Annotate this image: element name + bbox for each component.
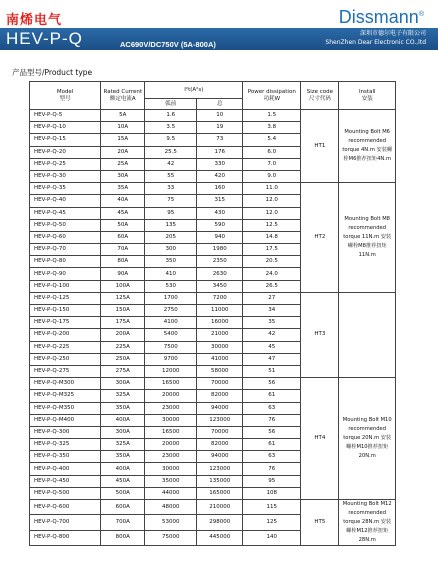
cell-model: HEV-P-Q-350 (30, 451, 101, 463)
cell-size-code: HT3 (301, 292, 339, 377)
cell-i2t-arc: 53000 (145, 515, 197, 530)
cell-i2t-total: 176 (197, 146, 243, 158)
voltage-current-spec: AC690V/DC750V (5A-800A) (120, 40, 216, 49)
cell-model: HEV-P-Q-70 (30, 244, 101, 256)
cell-power: 5.4 (243, 134, 301, 146)
cell-size-code: HT4 (301, 378, 339, 500)
brand-logo-text: Dissmann® (338, 7, 424, 27)
cell-i2t-total: 2630 (197, 268, 243, 280)
cell-power: 76 (243, 463, 301, 475)
cell-model: HEV-P-Q-80 (30, 256, 101, 268)
cell-model: HEV-P-Q-M400 (30, 414, 101, 426)
cell-i2t-total: 30000 (197, 341, 243, 353)
cell-power: 12.5 (243, 219, 301, 231)
cell-model: HEV-P-Q-450 (30, 475, 101, 487)
company-name-en: ShenZhen Dear Electronic CO.,ltd (325, 39, 426, 46)
col-header-install: Install 安装 (339, 82, 396, 110)
cell-model: HEV-P-Q-250 (30, 353, 101, 365)
cell-i2t-total: 445000 (197, 530, 243, 545)
cell-power: 61 (243, 390, 301, 402)
cell-model: HEV-P-Q-M300 (30, 378, 101, 390)
cell-current: 800A (101, 530, 145, 545)
cell-current: 400A (101, 414, 145, 426)
cell-i2t-arc: 75 (145, 195, 197, 207)
cell-model: HEV-P-Q-600 (30, 500, 101, 515)
cell-i2t-total: 16000 (197, 317, 243, 329)
cell-install: Mounting Bolt M8 recommended torque 11N.m 安装螺栓M8推荐扭矩11N.m (339, 183, 396, 293)
cell-i2t-arc: 35000 (145, 475, 197, 487)
cell-i2t-arc: 20000 (145, 390, 197, 402)
cell-current: 35A (101, 183, 145, 195)
cell-power: 24.0 (243, 268, 301, 280)
cell-power: 125 (243, 515, 301, 530)
cell-model: HEV-P-Q-300 (30, 426, 101, 438)
cell-current: 200A (101, 329, 145, 341)
cell-i2t-arc: 75000 (145, 530, 197, 545)
cell-model: HEV-P-Q-M325 (30, 390, 101, 402)
cell-i2t-total: 94000 (197, 402, 243, 414)
cell-power: 9.0 (243, 170, 301, 182)
cell-power: 27 (243, 292, 301, 304)
cell-i2t-arc: 30000 (145, 463, 197, 475)
cell-i2t-arc: 350 (145, 256, 197, 268)
table-row (30, 183, 396, 195)
col-header-i2t-total: 总 (197, 99, 243, 110)
cell-power: 63 (243, 402, 301, 414)
cell-model: HEV-P-Q-500 (30, 487, 101, 499)
cell-i2t-total: 420 (197, 170, 243, 182)
cell-i2t-arc: 23000 (145, 402, 197, 414)
col-header-power: Power dissipation 功耗W (243, 82, 301, 110)
registered-mark: ® (418, 11, 424, 18)
cell-current: 325A (101, 390, 145, 402)
cell-current: 10A (101, 122, 145, 134)
cell-current: 350A (101, 402, 145, 414)
header-band (0, 28, 438, 50)
cell-i2t-arc: 42 (145, 158, 197, 170)
cell-i2t-total: 11000 (197, 305, 243, 317)
cell-power: 11.0 (243, 183, 301, 195)
cell-size-code: HT1 (301, 110, 339, 183)
cell-current: 250A (101, 353, 145, 365)
cell-size-code: HT5 (301, 500, 339, 546)
cell-i2t-total: 1980 (197, 244, 243, 256)
cell-i2t-total: 165000 (197, 487, 243, 499)
cell-i2t-total: 82000 (197, 439, 243, 451)
cell-i2t-arc: 20000 (145, 439, 197, 451)
cell-i2t-arc: 25.5 (145, 146, 197, 158)
cell-model: HEV-P-Q-45 (30, 207, 101, 219)
cell-model: HEV-P-Q-60 (30, 231, 101, 243)
cell-model: HEV-P-Q-30 (30, 170, 101, 182)
cell-current: 300A (101, 426, 145, 438)
cell-current: 500A (101, 487, 145, 499)
cell-power: 3.8 (243, 122, 301, 134)
cell-power: 6.0 (243, 146, 301, 158)
cell-power: 140 (243, 530, 301, 545)
cell-current: 25A (101, 158, 145, 170)
cell-i2t-total: 123000 (197, 463, 243, 475)
cell-power: 26.5 (243, 280, 301, 292)
cell-current: 15A (101, 134, 145, 146)
cell-install: Mounting Bolt M10 recommended torque 20N.m 安装螺栓M10推荐扭矩20N.m (339, 378, 396, 500)
cell-current: 175A (101, 317, 145, 329)
cell-i2t-arc: 16500 (145, 426, 197, 438)
cell-power: 76 (243, 414, 301, 426)
cell-i2t-arc: 9.5 (145, 134, 197, 146)
cell-current: 400A (101, 463, 145, 475)
cell-model: HEV-P-Q-15 (30, 134, 101, 146)
cell-i2t-arc: 12000 (145, 365, 197, 377)
cell-size-code: HT2 (301, 183, 339, 293)
cell-i2t-total: 210000 (197, 500, 243, 515)
brand-name-cn: 南烯电气 (6, 13, 63, 28)
cell-power: 7.0 (243, 158, 301, 170)
cell-power: 56 (243, 426, 301, 438)
cell-i2t-total: 123000 (197, 414, 243, 426)
cell-current: 5A (101, 110, 145, 122)
cell-current: 70A (101, 244, 145, 256)
cell-model: HEV-P-Q-700 (30, 515, 101, 530)
cell-power: 115 (243, 500, 301, 515)
cell-model: HEV-P-Q-400 (30, 463, 101, 475)
cell-power: 14.8 (243, 231, 301, 243)
cell-i2t-arc: 2750 (145, 305, 197, 317)
cell-current: 325A (101, 439, 145, 451)
table-row (30, 378, 396, 390)
cell-current: 90A (101, 268, 145, 280)
cell-current: 80A (101, 256, 145, 268)
company-name (325, 29, 426, 47)
cell-i2t-arc: 9700 (145, 353, 197, 365)
cell-i2t-total: 135000 (197, 475, 243, 487)
table-row (30, 110, 396, 122)
cell-power: 47 (243, 353, 301, 365)
cell-i2t-arc: 3.5 (145, 122, 197, 134)
section-title: 产品型号/Product type (12, 68, 93, 77)
cell-power: 95 (243, 475, 301, 487)
cell-i2t-total: 10 (197, 110, 243, 122)
cell-install (339, 292, 396, 377)
cell-i2t-total: 70000 (197, 426, 243, 438)
cell-current: 700A (101, 515, 145, 530)
cell-i2t-total: 19 (197, 122, 243, 134)
cell-i2t-total: 58000 (197, 365, 243, 377)
cell-model: HEV-P-Q-5 (30, 110, 101, 122)
cell-install: Mounting Bolt M12 recommended torque 28N.m 安装螺栓M12推荐扭矩28N.m (339, 500, 396, 546)
cell-current: 350A (101, 451, 145, 463)
cell-i2t-arc: 7500 (145, 341, 197, 353)
table-row (30, 500, 396, 515)
cell-model: HEV-P-Q-90 (30, 268, 101, 280)
col-header-current: Rated Current 额定电流A (101, 82, 145, 110)
cell-model: HEV-P-Q-175 (30, 317, 101, 329)
cell-i2t-total: 41000 (197, 353, 243, 365)
cell-power: 35 (243, 317, 301, 329)
cell-i2t-total: 94000 (197, 451, 243, 463)
series-title: HEV-P-Q (6, 29, 83, 48)
company-name-cn: 深圳市德尔电子有限公司 (359, 30, 426, 37)
cell-current: 150A (101, 305, 145, 317)
cell-install: Mounting Bolt M6 recommended torque 4N.m 安装螺栓M6推荐扭矩4N.m (339, 110, 396, 183)
cell-current: 20A (101, 146, 145, 158)
cell-power: 56 (243, 378, 301, 390)
cell-i2t-total: 160 (197, 183, 243, 195)
cell-model: HEV-P-Q-100 (30, 280, 101, 292)
cell-model: HEV-P-Q-20 (30, 146, 101, 158)
cell-model: HEV-P-Q-125 (30, 292, 101, 304)
cell-model: HEV-P-Q-10 (30, 122, 101, 134)
cell-current: 450A (101, 475, 145, 487)
product-table (29, 81, 396, 546)
col-header-i2t-arc: 弧前 (145, 99, 197, 110)
cell-i2t-arc: 1700 (145, 292, 197, 304)
cell-i2t-arc: 48000 (145, 500, 197, 515)
cell-current: 30A (101, 170, 145, 182)
cell-power: 12.0 (243, 195, 301, 207)
cell-current: 45A (101, 207, 145, 219)
cell-i2t-arc: 44000 (145, 487, 197, 499)
cell-i2t-arc: 23000 (145, 451, 197, 463)
cell-i2t-arc: 5400 (145, 329, 197, 341)
cell-i2t-arc: 55 (145, 170, 197, 182)
col-header-i2t: I²t(A²s) (145, 82, 243, 99)
col-header-size: Size code 尺寸代码 (301, 82, 339, 110)
cell-current: 300A (101, 378, 145, 390)
cell-power: 17.5 (243, 244, 301, 256)
cell-model: HEV-P-Q-325 (30, 439, 101, 451)
cell-power: 63 (243, 451, 301, 463)
cell-i2t-arc: 205 (145, 231, 197, 243)
cell-power: 42 (243, 329, 301, 341)
cell-i2t-arc: 1.6 (145, 110, 197, 122)
cell-i2t-total: 430 (197, 207, 243, 219)
cell-model: HEV-P-Q-800 (30, 530, 101, 545)
cell-i2t-total: 73 (197, 134, 243, 146)
cell-i2t-total: 590 (197, 219, 243, 231)
cell-power: 45 (243, 341, 301, 353)
cell-i2t-total: 2350 (197, 256, 243, 268)
cell-i2t-arc: 95 (145, 207, 197, 219)
cell-current: 60A (101, 231, 145, 243)
cell-power: 61 (243, 439, 301, 451)
cell-current: 100A (101, 280, 145, 292)
cell-model: HEV-P-Q-35 (30, 183, 101, 195)
cell-power: 1.5 (243, 110, 301, 122)
cell-model: HEV-P-Q-150 (30, 305, 101, 317)
cell-current: 225A (101, 341, 145, 353)
cell-i2t-total: 330 (197, 158, 243, 170)
cell-i2t-total: 315 (197, 195, 243, 207)
cell-model: HEV-P-Q-25 (30, 158, 101, 170)
cell-model: HEV-P-Q-M350 (30, 402, 101, 414)
cell-i2t-total: 298000 (197, 515, 243, 530)
cell-current: 600A (101, 500, 145, 515)
cell-current: 275A (101, 365, 145, 377)
cell-current: 50A (101, 219, 145, 231)
cell-i2t-total: 3450 (197, 280, 243, 292)
cell-power: 12.0 (243, 207, 301, 219)
cell-i2t-total: 21000 (197, 329, 243, 341)
cell-i2t-total: 7200 (197, 292, 243, 304)
cell-power: 20.5 (243, 256, 301, 268)
cell-model: HEV-P-Q-225 (30, 341, 101, 353)
table-row (30, 292, 396, 304)
cell-i2t-arc: 135 (145, 219, 197, 231)
cell-i2t-arc: 33 (145, 183, 197, 195)
cell-current: 40A (101, 195, 145, 207)
cell-i2t-arc: 16500 (145, 378, 197, 390)
cell-i2t-arc: 4100 (145, 317, 197, 329)
col-header-model: Model 型号 (30, 82, 101, 110)
cell-i2t-arc: 530 (145, 280, 197, 292)
cell-i2t-total: 70000 (197, 378, 243, 390)
cell-power: 34 (243, 305, 301, 317)
cell-power: 108 (243, 487, 301, 499)
cell-model: HEV-P-Q-275 (30, 365, 101, 377)
cell-i2t-arc: 410 (145, 268, 197, 280)
cell-model: HEV-P-Q-50 (30, 219, 101, 231)
cell-power: 51 (243, 365, 301, 377)
cell-i2t-arc: 300 (145, 244, 197, 256)
cell-model: HEV-P-Q-40 (30, 195, 101, 207)
cell-i2t-total: 940 (197, 231, 243, 243)
cell-i2t-arc: 30000 (145, 414, 197, 426)
cell-current: 125A (101, 292, 145, 304)
cell-i2t-total: 82000 (197, 390, 243, 402)
cell-model: HEV-P-Q-200 (30, 329, 101, 341)
